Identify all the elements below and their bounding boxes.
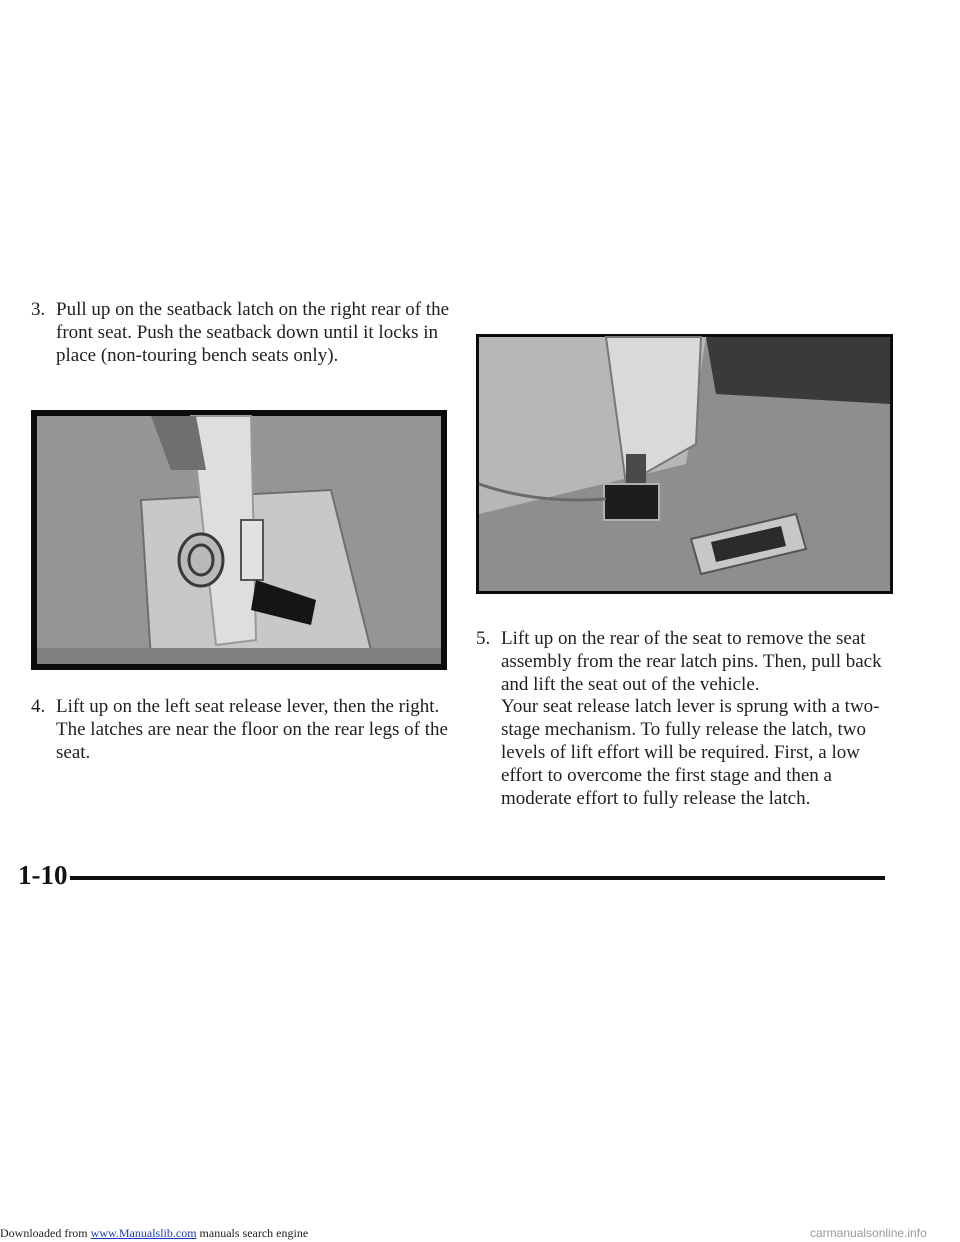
step-text: Lift up on the rear of the seat to remove the seat assembly from the rear latch pins. Then, pull back and lift the seat out of the vehicle.	[501, 628, 882, 695]
step-number: 4.	[31, 696, 46, 717]
step-number: 3.	[31, 299, 46, 320]
page-number: 1-10	[18, 860, 68, 890]
page-rule	[70, 876, 885, 880]
footer-suffix: manuals search engine	[199, 1226, 309, 1240]
rear-latch-pin-photo	[476, 334, 893, 594]
manualslib-link[interactable]: www.Manualslib.com	[90, 1226, 197, 1240]
download-footer	[0, 1226, 308, 1241]
watermark: carmanualsonline.info	[810, 1226, 927, 1240]
seat-release-lever-photo	[31, 410, 447, 670]
footer-prefix: Downloaded from	[0, 1226, 88, 1240]
latch-note: Your seat release latch lever is sprung with a two-stage mechanism. To fully release the latch, two levels of lift effort will be required. First, a low effort to overcome the first stage and then a moderate effort to fully release the latch.	[501, 696, 880, 809]
step-number: 5.	[476, 628, 491, 649]
step-text: Pull up on the seatback latch on the right rear of the front seat. Push the seatback down until it locks in place (non-touring bench seats only).	[56, 299, 450, 366]
step-text: Lift up on the left seat release lever, then the right. The latches are near the floor on the rear legs of the seat.	[56, 696, 448, 763]
